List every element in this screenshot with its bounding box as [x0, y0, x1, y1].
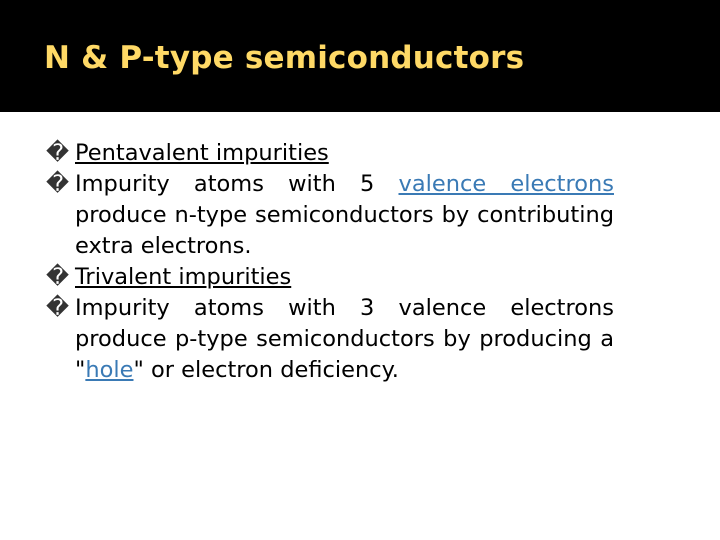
valence-electrons-link[interactable]: valence electrons — [398, 171, 614, 197]
bullet-item — [46, 293, 614, 386]
bullet-text: Trivalent impurities — [75, 264, 292, 290]
bullet-marker-icon: � — [46, 264, 70, 290]
bullet-text: Pentavalent impurities — [75, 140, 329, 166]
bullet-marker-icon: � — [46, 295, 70, 321]
bullet-marker-icon: � — [46, 140, 70, 166]
bullet-item — [46, 169, 614, 262]
hole-link[interactable]: hole — [85, 357, 134, 383]
bullet-item — [46, 138, 614, 169]
bullet-item — [46, 262, 614, 293]
bullet-text-continued: produce n-type semiconductors by contributing extra electrons. — [75, 202, 614, 259]
title-bar — [0, 0, 720, 112]
slide-content — [46, 138, 614, 386]
bullet-text-continued: " or electron deficiency. — [133, 357, 399, 383]
slide-title: N & P-type semiconductors — [44, 40, 525, 76]
bullet-marker-icon: � — [46, 171, 70, 197]
bullet-text: Impurity atoms with 3 valence electrons produce p-type semiconductors by producing a " — [75, 295, 614, 383]
bullet-text: Impurity atoms with 5 — [75, 171, 399, 197]
